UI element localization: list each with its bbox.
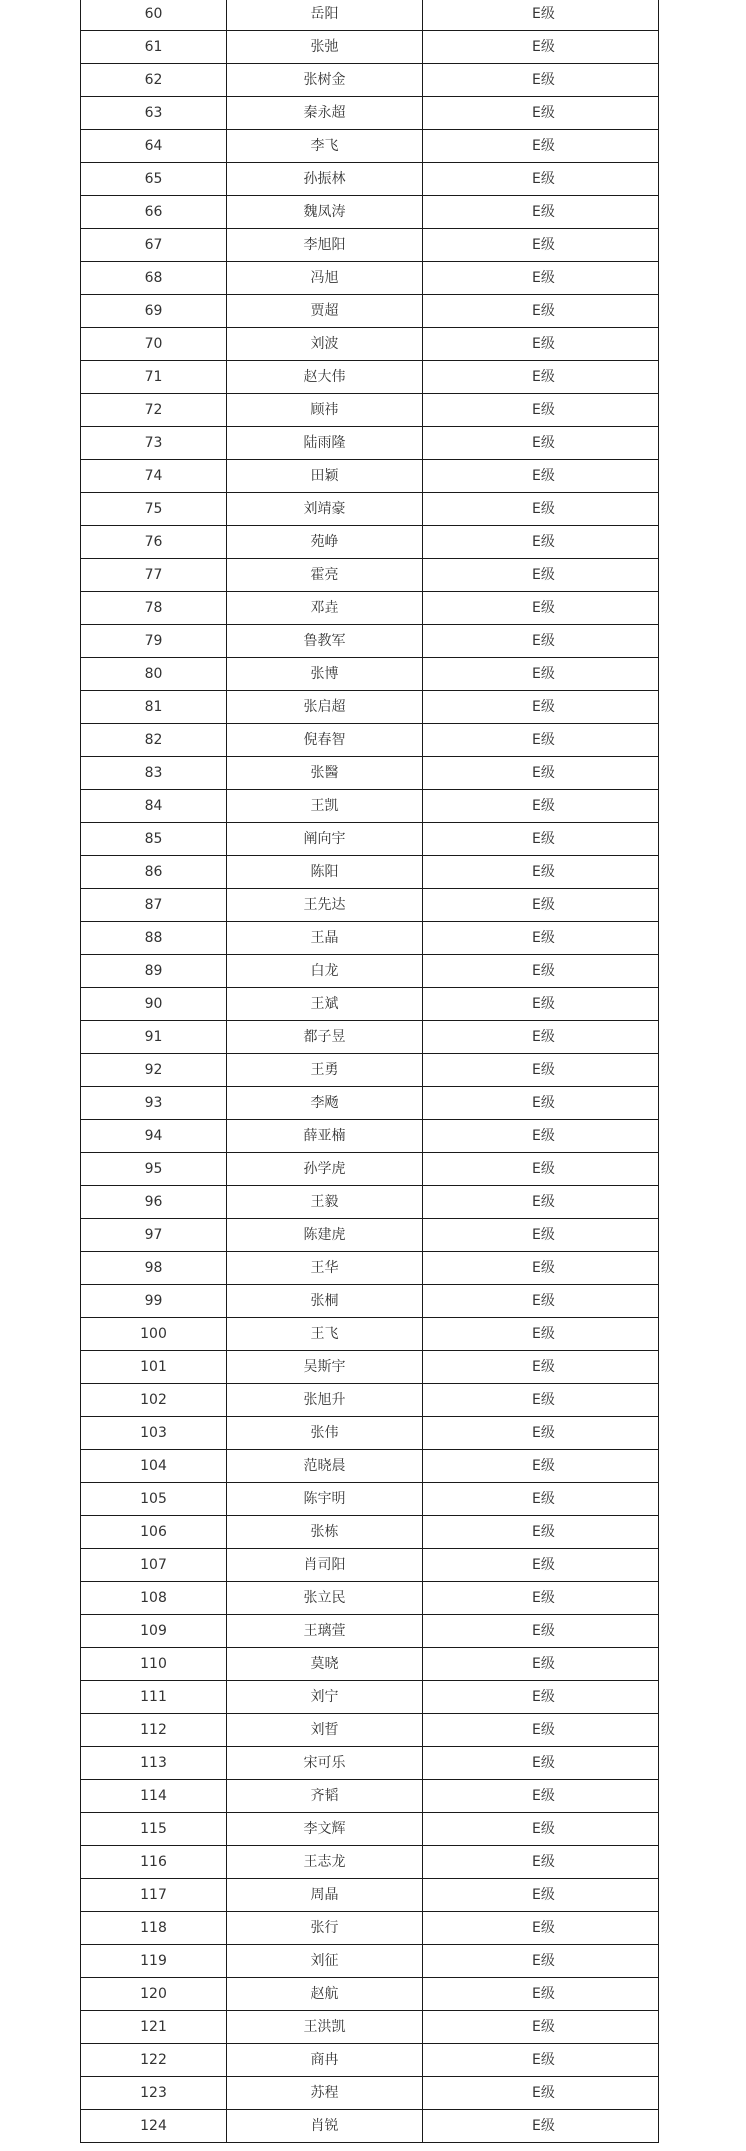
- level-cell: E级: [423, 526, 659, 559]
- row-number-cell: 77: [81, 559, 227, 592]
- level-cell: E级: [423, 691, 659, 724]
- level-cell: E级: [423, 1021, 659, 1054]
- table-row: [81, 229, 659, 262]
- level-cell: E级: [423, 1483, 659, 1516]
- name-cell: 刘征: [227, 1945, 423, 1978]
- row-number-cell: 116: [81, 1846, 227, 1879]
- level-cell: E级: [423, 2110, 659, 2143]
- level-cell: E级: [423, 1516, 659, 1549]
- roster-table-body: [81, 0, 659, 2143]
- row-number-cell: 70: [81, 328, 227, 361]
- row-number-cell: 114: [81, 1780, 227, 1813]
- row-number-cell: 119: [81, 1945, 227, 1978]
- name-cell: 王华: [227, 1252, 423, 1285]
- level-cell: E级: [423, 1747, 659, 1780]
- level-cell: E级: [423, 163, 659, 196]
- row-number-cell: 108: [81, 1582, 227, 1615]
- table-row: [81, 427, 659, 460]
- name-cell: 张立民: [227, 1582, 423, 1615]
- roster-table: [80, 0, 659, 2143]
- row-number-cell: 90: [81, 988, 227, 1021]
- level-cell: E级: [423, 1846, 659, 1879]
- name-cell: 张启超: [227, 691, 423, 724]
- name-cell: 孙振林: [227, 163, 423, 196]
- name-cell: 田颖: [227, 460, 423, 493]
- table-row: [81, 295, 659, 328]
- row-number-cell: 103: [81, 1417, 227, 1450]
- row-number-cell: 117: [81, 1879, 227, 1912]
- level-cell: E级: [423, 1186, 659, 1219]
- name-cell: 莫晓: [227, 1648, 423, 1681]
- name-cell: 张醫: [227, 757, 423, 790]
- row-number-cell: 83: [81, 757, 227, 790]
- table-row: [81, 361, 659, 394]
- row-number-cell: 66: [81, 196, 227, 229]
- name-cell: 王毅: [227, 1186, 423, 1219]
- table-row: [81, 1483, 659, 1516]
- table-row: [81, 1087, 659, 1120]
- name-cell: 岳阳: [227, 0, 423, 31]
- level-cell: E级: [423, 1120, 659, 1153]
- level-cell: E级: [423, 1450, 659, 1483]
- level-cell: E级: [423, 0, 659, 31]
- table-row: [81, 790, 659, 823]
- name-cell: 苏程: [227, 2077, 423, 2110]
- level-cell: E级: [423, 328, 659, 361]
- row-number-cell: 111: [81, 1681, 227, 1714]
- name-cell: 刘波: [227, 328, 423, 361]
- level-cell: E级: [423, 97, 659, 130]
- row-number-cell: 112: [81, 1714, 227, 1747]
- level-cell: E级: [423, 1351, 659, 1384]
- name-cell: 阐向宇: [227, 823, 423, 856]
- table-row: [81, 724, 659, 757]
- table-row: [81, 1153, 659, 1186]
- name-cell: 陈建虎: [227, 1219, 423, 1252]
- row-number-cell: 76: [81, 526, 227, 559]
- row-number-cell: 84: [81, 790, 227, 823]
- level-cell: E级: [423, 1945, 659, 1978]
- level-cell: E级: [423, 229, 659, 262]
- table-row: [81, 1318, 659, 1351]
- row-number-cell: 62: [81, 64, 227, 97]
- row-number-cell: 100: [81, 1318, 227, 1351]
- table-row: [81, 658, 659, 691]
- name-cell: 张弛: [227, 31, 423, 64]
- table-row: [81, 1912, 659, 1945]
- row-number-cell: 120: [81, 1978, 227, 2011]
- row-number-cell: 92: [81, 1054, 227, 1087]
- row-number-cell: 68: [81, 262, 227, 295]
- name-cell: 王先达: [227, 889, 423, 922]
- row-number-cell: 104: [81, 1450, 227, 1483]
- table-row: [81, 1747, 659, 1780]
- level-cell: E级: [423, 1219, 659, 1252]
- name-cell: 张伟: [227, 1417, 423, 1450]
- level-cell: E级: [423, 262, 659, 295]
- name-cell: 宋可乐: [227, 1747, 423, 1780]
- row-number-cell: 67: [81, 229, 227, 262]
- table-row: [81, 856, 659, 889]
- name-cell: 王斌: [227, 988, 423, 1021]
- row-number-cell: 96: [81, 1186, 227, 1219]
- table-row: [81, 1252, 659, 1285]
- row-number-cell: 60: [81, 0, 227, 31]
- level-cell: E级: [423, 1780, 659, 1813]
- table-row: [81, 2044, 659, 2077]
- table-row: [81, 559, 659, 592]
- table-row: [81, 823, 659, 856]
- row-number-cell: 97: [81, 1219, 227, 1252]
- level-cell: E级: [423, 295, 659, 328]
- level-cell: E级: [423, 724, 659, 757]
- row-number-cell: 81: [81, 691, 227, 724]
- name-cell: 李飏: [227, 1087, 423, 1120]
- row-number-cell: 63: [81, 97, 227, 130]
- table-row: [81, 0, 659, 31]
- level-cell: E级: [423, 2011, 659, 2044]
- level-cell: E级: [423, 1384, 659, 1417]
- row-number-cell: 113: [81, 1747, 227, 1780]
- name-cell: 王洪凯: [227, 2011, 423, 2044]
- row-number-cell: 74: [81, 460, 227, 493]
- level-cell: E级: [423, 196, 659, 229]
- name-cell: 冯旭: [227, 262, 423, 295]
- row-number-cell: 86: [81, 856, 227, 889]
- table-row: [81, 889, 659, 922]
- table-row: [81, 163, 659, 196]
- row-number-cell: 78: [81, 592, 227, 625]
- name-cell: 李文辉: [227, 1813, 423, 1846]
- name-cell: 秦永超: [227, 97, 423, 130]
- name-cell: 王飞: [227, 1318, 423, 1351]
- row-number-cell: 82: [81, 724, 227, 757]
- row-number-cell: 94: [81, 1120, 227, 1153]
- name-cell: 张桐: [227, 1285, 423, 1318]
- level-cell: E级: [423, 955, 659, 988]
- row-number-cell: 95: [81, 1153, 227, 1186]
- row-number-cell: 109: [81, 1615, 227, 1648]
- name-cell: 贾超: [227, 295, 423, 328]
- level-cell: E级: [423, 427, 659, 460]
- name-cell: 李飞: [227, 130, 423, 163]
- name-cell: 张栋: [227, 1516, 423, 1549]
- level-cell: E级: [423, 1648, 659, 1681]
- name-cell: 陈宇明: [227, 1483, 423, 1516]
- table-row: [81, 1351, 659, 1384]
- table-row: [81, 1879, 659, 1912]
- name-cell: 范晓晨: [227, 1450, 423, 1483]
- row-number-cell: 93: [81, 1087, 227, 1120]
- table-row: [81, 526, 659, 559]
- level-cell: E级: [423, 658, 659, 691]
- row-number-cell: 87: [81, 889, 227, 922]
- row-number-cell: 106: [81, 1516, 227, 1549]
- table-row: [81, 1615, 659, 1648]
- name-cell: 张博: [227, 658, 423, 691]
- row-number-cell: 72: [81, 394, 227, 427]
- name-cell: 商冉: [227, 2044, 423, 2077]
- table-row: [81, 1945, 659, 1978]
- name-cell: 孙学虎: [227, 1153, 423, 1186]
- table-row: [81, 1450, 659, 1483]
- name-cell: 魏凤涛: [227, 196, 423, 229]
- level-cell: E级: [423, 394, 659, 427]
- name-cell: 邓垚: [227, 592, 423, 625]
- name-cell: 王凯: [227, 790, 423, 823]
- level-cell: E级: [423, 889, 659, 922]
- level-cell: E级: [423, 1417, 659, 1450]
- name-cell: 赵航: [227, 1978, 423, 2011]
- row-number-cell: 98: [81, 1252, 227, 1285]
- table-row: [81, 1516, 659, 1549]
- level-cell: E级: [423, 922, 659, 955]
- row-number-cell: 123: [81, 2077, 227, 2110]
- row-number-cell: 91: [81, 1021, 227, 1054]
- name-cell: 薛亚楠: [227, 1120, 423, 1153]
- name-cell: 齐韬: [227, 1780, 423, 1813]
- name-cell: 刘宁: [227, 1681, 423, 1714]
- table-row: [81, 196, 659, 229]
- level-cell: E级: [423, 1285, 659, 1318]
- row-number-cell: 79: [81, 625, 227, 658]
- level-cell: E级: [423, 1153, 659, 1186]
- name-cell: 都子昱: [227, 1021, 423, 1054]
- table-row: [81, 1978, 659, 2011]
- level-cell: E级: [423, 625, 659, 658]
- level-cell: E级: [423, 1582, 659, 1615]
- level-cell: E级: [423, 130, 659, 163]
- row-number-cell: 89: [81, 955, 227, 988]
- table-row: [81, 130, 659, 163]
- table-row: [81, 2110, 659, 2143]
- table-row: [81, 1186, 659, 1219]
- row-number-cell: 61: [81, 31, 227, 64]
- name-cell: 霍亮: [227, 559, 423, 592]
- row-number-cell: 101: [81, 1351, 227, 1384]
- level-cell: E级: [423, 823, 659, 856]
- name-cell: 白龙: [227, 955, 423, 988]
- table-row: [81, 592, 659, 625]
- row-number-cell: 115: [81, 1813, 227, 1846]
- table-row: [81, 955, 659, 988]
- row-number-cell: 99: [81, 1285, 227, 1318]
- table-row: [81, 1219, 659, 1252]
- row-number-cell: 69: [81, 295, 227, 328]
- row-number-cell: 88: [81, 922, 227, 955]
- row-number-cell: 118: [81, 1912, 227, 1945]
- level-cell: E级: [423, 790, 659, 823]
- table-row: [81, 328, 659, 361]
- table-row: [81, 31, 659, 64]
- level-cell: E级: [423, 1054, 659, 1087]
- row-number-cell: 75: [81, 493, 227, 526]
- level-cell: E级: [423, 757, 659, 790]
- name-cell: 张树金: [227, 64, 423, 97]
- name-cell: 李旭阳: [227, 229, 423, 262]
- table-row: [81, 2011, 659, 2044]
- table-row: [81, 262, 659, 295]
- row-number-cell: 110: [81, 1648, 227, 1681]
- table-row: [81, 1054, 659, 1087]
- level-cell: E级: [423, 1714, 659, 1747]
- name-cell: 顾祎: [227, 394, 423, 427]
- table-row: [81, 1780, 659, 1813]
- table-row: [81, 757, 659, 790]
- row-number-cell: 85: [81, 823, 227, 856]
- level-cell: E级: [423, 361, 659, 394]
- row-number-cell: 121: [81, 2011, 227, 2044]
- name-cell: 陈阳: [227, 856, 423, 889]
- name-cell: 肖司阳: [227, 1549, 423, 1582]
- row-number-cell: 71: [81, 361, 227, 394]
- row-number-cell: 64: [81, 130, 227, 163]
- name-cell: 倪春智: [227, 724, 423, 757]
- level-cell: E级: [423, 1912, 659, 1945]
- name-cell: 鲁教军: [227, 625, 423, 658]
- table-row: [81, 922, 659, 955]
- table-row: [81, 493, 659, 526]
- level-cell: E级: [423, 1615, 659, 1648]
- level-cell: E级: [423, 460, 659, 493]
- table-row: [81, 1417, 659, 1450]
- table-row: [81, 1549, 659, 1582]
- table-row: [81, 625, 659, 658]
- level-cell: E级: [423, 988, 659, 1021]
- name-cell: 王志龙: [227, 1846, 423, 1879]
- table-row: [81, 1681, 659, 1714]
- name-cell: 赵大伟: [227, 361, 423, 394]
- name-cell: 陆雨隆: [227, 427, 423, 460]
- level-cell: E级: [423, 1813, 659, 1846]
- table-row: [81, 97, 659, 130]
- level-cell: E级: [423, 1252, 659, 1285]
- level-cell: E级: [423, 2044, 659, 2077]
- table-row: [81, 1285, 659, 1318]
- table-row: [81, 1714, 659, 1747]
- table-row: [81, 460, 659, 493]
- table-row: [81, 2077, 659, 2110]
- name-cell: 王晶: [227, 922, 423, 955]
- row-number-cell: 124: [81, 2110, 227, 2143]
- row-number-cell: 107: [81, 1549, 227, 1582]
- name-cell: 王勇: [227, 1054, 423, 1087]
- name-cell: 肖锐: [227, 2110, 423, 2143]
- level-cell: E级: [423, 1549, 659, 1582]
- table-row: [81, 691, 659, 724]
- table-row: [81, 1846, 659, 1879]
- row-number-cell: 65: [81, 163, 227, 196]
- table-row: [81, 394, 659, 427]
- level-cell: E级: [423, 1681, 659, 1714]
- name-cell: 刘晢: [227, 1714, 423, 1747]
- table-row: [81, 1021, 659, 1054]
- level-cell: E级: [423, 1879, 659, 1912]
- row-number-cell: 73: [81, 427, 227, 460]
- name-cell: 张行: [227, 1912, 423, 1945]
- table-row: [81, 1384, 659, 1417]
- name-cell: 苑峥: [227, 526, 423, 559]
- level-cell: E级: [423, 592, 659, 625]
- row-number-cell: 80: [81, 658, 227, 691]
- name-cell: 张旭升: [227, 1384, 423, 1417]
- table-row: [81, 1648, 659, 1681]
- level-cell: E级: [423, 31, 659, 64]
- level-cell: E级: [423, 856, 659, 889]
- level-cell: E级: [423, 1318, 659, 1351]
- table-row: [81, 1120, 659, 1153]
- table-row: [81, 1813, 659, 1846]
- name-cell: 刘靖豪: [227, 493, 423, 526]
- table-row: [81, 1582, 659, 1615]
- table-row: [81, 988, 659, 1021]
- name-cell: 王璃萱: [227, 1615, 423, 1648]
- table-row: [81, 64, 659, 97]
- level-cell: E级: [423, 1087, 659, 1120]
- row-number-cell: 105: [81, 1483, 227, 1516]
- row-number-cell: 102: [81, 1384, 227, 1417]
- name-cell: 吴斯宇: [227, 1351, 423, 1384]
- level-cell: E级: [423, 559, 659, 592]
- name-cell: 周晶: [227, 1879, 423, 1912]
- level-cell: E级: [423, 2077, 659, 2110]
- level-cell: E级: [423, 1978, 659, 2011]
- level-cell: E级: [423, 493, 659, 526]
- row-number-cell: 122: [81, 2044, 227, 2077]
- level-cell: E级: [423, 64, 659, 97]
